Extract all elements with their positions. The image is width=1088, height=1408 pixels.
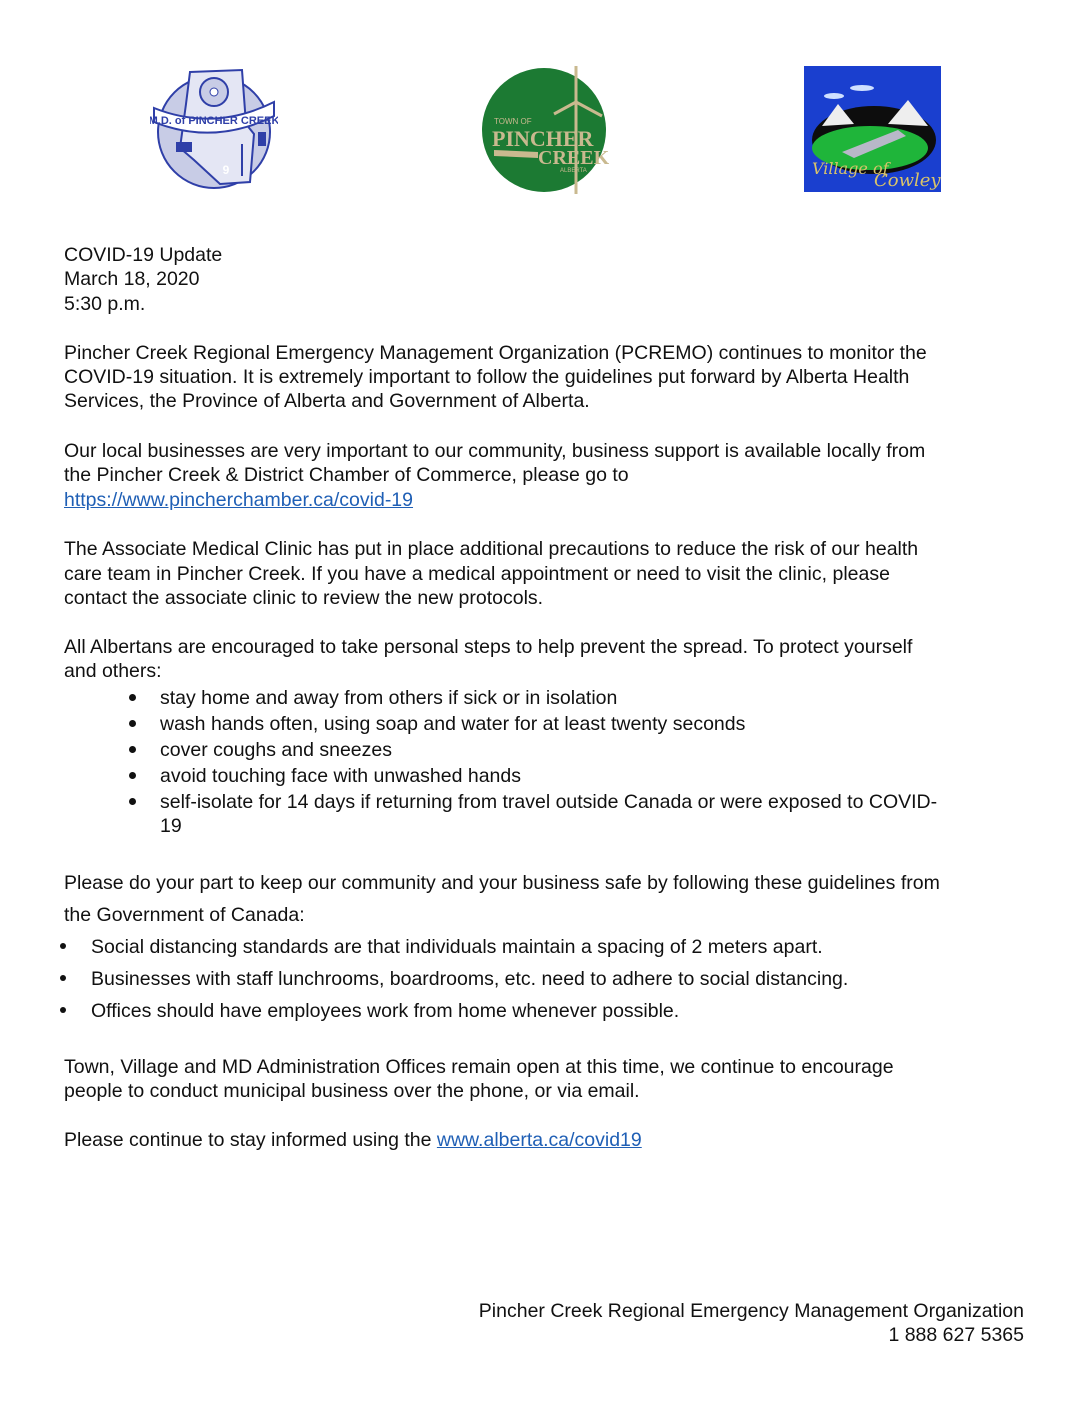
document-title: COVID-19 Update [64,244,223,266]
town-pincher-creek-logo [480,66,610,194]
svg-text:Village of: Village of [812,159,889,178]
svg-text:CREEK: CREEK [538,147,610,169]
md-pincher-creek-logo [150,64,278,192]
paragraph-line [64,1128,642,1152]
paragraph-line: Pincher Creek Regional Emergency Management Organization (PCREMO) continues to monitor the [64,342,927,364]
alberta-covid-link[interactable]: www.alberta.ca/covid19 [436,1129,642,1151]
paragraph-line: COVID-19 situation. It is extremely important to follow the guidelines put forward by Alberta Health [64,366,910,388]
list-item: wash hands often, using soap and water for at least twenty seconds [160,713,746,735]
bullet-icon [129,746,136,753]
document-time: 5:30 p.m. [64,293,146,315]
svg-text:9: 9 [222,163,230,177]
paragraph-line: the Pincher Creek & District Chamber of Commerce, please go to [64,464,629,486]
paragraph-line: Please do your part to keep our community and your business safe by following these guidelines from [64,872,940,894]
list-item: Social distancing standards are that individuals maintain a spacing of 2 meters apart. [91,936,823,958]
list-item: avoid touching face with unwashed hands [160,765,521,787]
list-item: cover coughs and sneezes [160,739,392,761]
chamber-covid-link[interactable]: https://www.pincherchamber.ca/covid-19 [64,489,414,511]
svg-text:ALBERTA: ALBERTA [560,168,587,174]
svg-text:Cowley: Cowley [874,170,941,191]
paragraph-line: people to conduct municipal business over the phone, or via email. [64,1080,640,1102]
list-item-continuation: 19 [160,815,182,837]
list-item: stay home and away from others if sick or in isolation [160,687,618,709]
paragraph-line: All Albertans are encouraged to take personal steps to help prevent the spread. To protect yourself [64,636,913,658]
bullet-icon [129,798,136,805]
document-date: March 18, 2020 [64,268,200,290]
list-item: self-isolate for 14 days if returning from travel outside Canada or were exposed to COVID- [160,791,938,813]
paragraph-line: and others: [64,660,162,682]
bullet-icon [129,720,136,727]
footer-phone: 1 888 627 5365 [888,1324,1024,1346]
paragraph-line: the Government of Canada: [64,904,305,926]
bullet-icon [60,975,66,981]
paragraph-line: contact the associate clinic to review the new protocols. [64,587,544,609]
svg-text:PINCHER: PINCHER [492,126,594,151]
village-of-cowley-logo [804,66,941,192]
bullet-icon [129,772,136,779]
paragraph-line: care team in Pincher Creek. If you have a medical appointment or need to visit the clinic, please [64,563,890,585]
list-item: Businesses with staff lunchrooms, boardrooms, etc. need to adhere to social distancing. [91,968,849,990]
footer-org: Pincher Creek Regional Emergency Management Organization [478,1300,1024,1322]
list-item: Offices should have employees work from home whenever possible. [91,1000,680,1022]
paragraph-line: Town, Village and MD Administration Offices remain open at this time, we continue to encourage [64,1056,894,1078]
footer [479,1299,1024,1347]
paragraph-line: Our local businesses are very important to our community, business support is available locally from [64,440,926,462]
bullet-icon [60,943,66,949]
paragraph-line: The Associate Medical Clinic has put in place additional precautions to reduce the risk of our health [64,538,919,560]
svg-text:TOWN OF: TOWN OF [494,117,532,126]
paragraph-line: Services, the Province of Alberta and Government of Alberta. [64,390,590,412]
bullet-icon [60,1007,66,1013]
svg-text:M.D. of PINCHER CREEK: M.D. of PINCHER CREEK [150,115,278,127]
bullet-icon [129,694,136,701]
stay-informed-text: Please continue to stay informed using the [64,1129,437,1151]
